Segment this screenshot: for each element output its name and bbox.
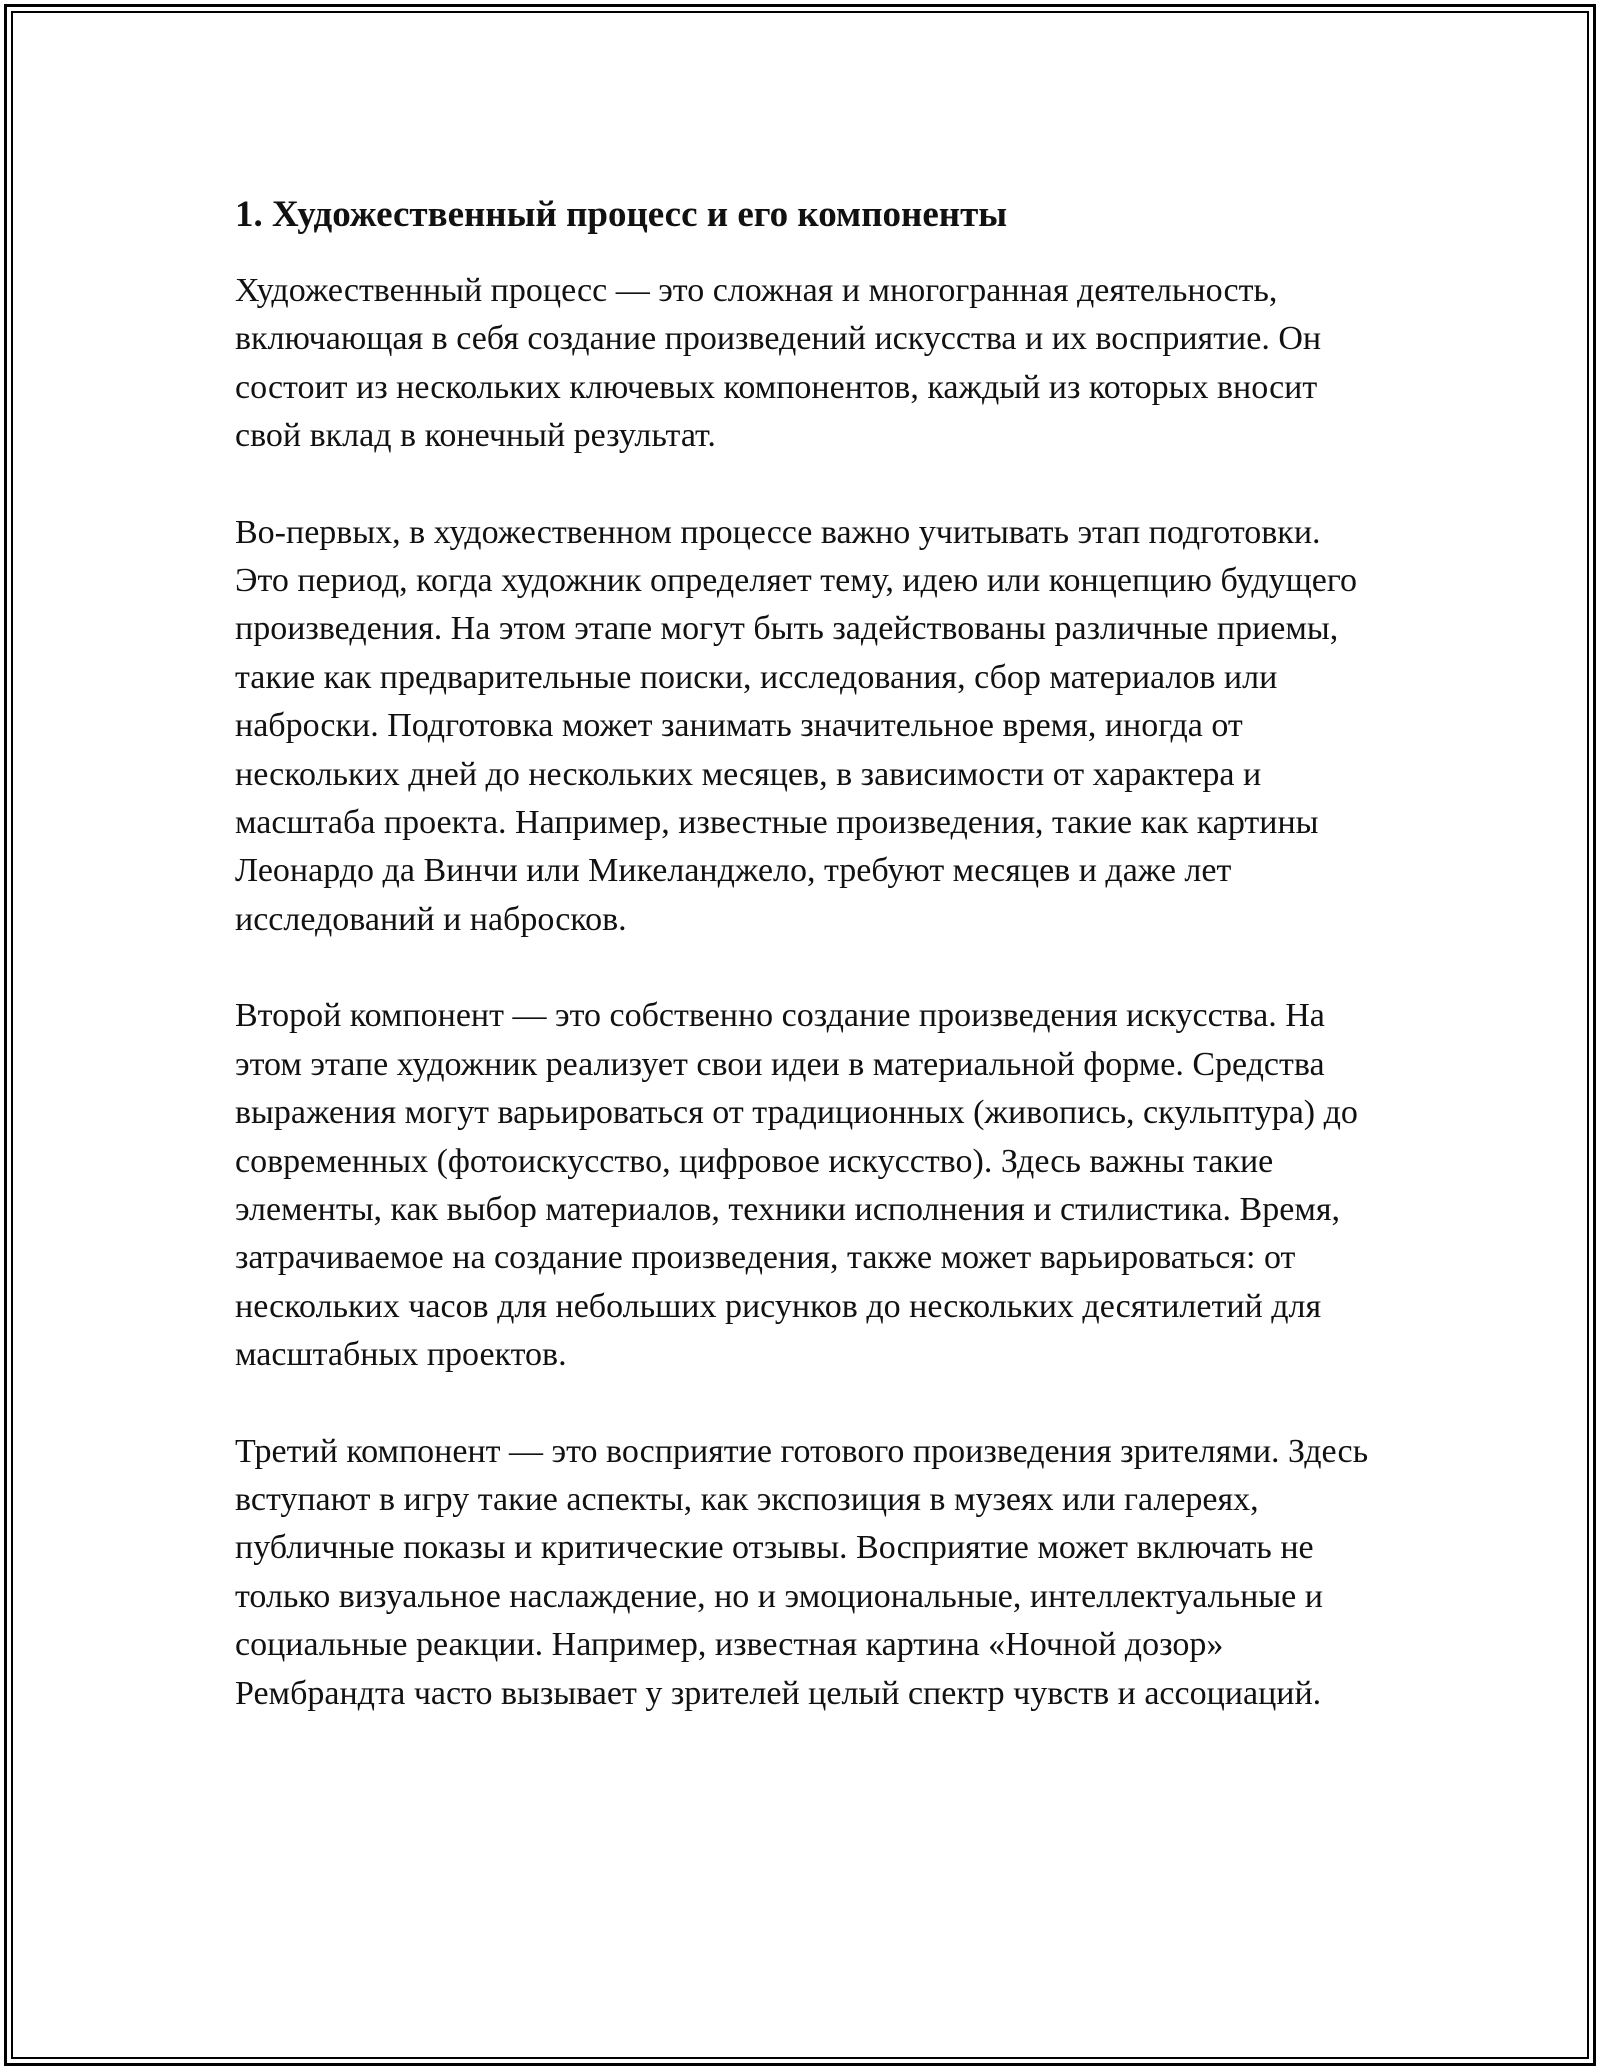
- paragraph-intro: Художественный процесс — это сложная и многогранная деятельность, включающая в себя создание произведений искусства и их восприятие. Он состоит из нескольких ключевых компонентов, каждый из которых вносит свой вклад в конечный результат.: [235, 272, 1322, 455]
- paragraph-perception: Третий компонент — это восприятие готового произведения зрителями. Здесь вступают в игру такие аспекты, как экспозиция в музеях или галереях, публичные показы и критические отзывы. Восприятие может включать не только визуальное наслаждение, но и эмоциональные, интеллектуальные и социальные реакции. Например, известная картина «Ночной дозор» Рембрандта часто вызывает у зрителей целый спектр чувств и ассоциаций.: [235, 1432, 1369, 1712]
- paragraph-creation: Второй компонент — это собственно создание произведения искусства. На этом этапе художник реализует свои идеи в материальной форме. Средства выражения могут варьироваться от традиционных (живопись, скульптура) до современных (фотоискусство, цифровое искусство). Здесь важны такие элементы, как выбор материалов, техники исполнения и стилистика. Время, затрачиваемое на создание произведения, также может варьироваться: от нескольких часов для небольших рисунков до нескольких десятилетий для масштабных проектов.: [235, 997, 1358, 1374]
- paragraph-preparation: Во-первых, в художественном процессе важно учитывать этап подготовки. Это период, когда художник определяет тему, идею или концепцию будущего произведения. На этом этапе могут быть задействованы различные приемы, такие как предварительные поиски, исследования, сбор материалов или наброски. Подготовка может занимать значительное время, иногда от нескольких дней до нескольких месяцев, в зависимости от характера и масштаба проекта. Например, известные произведения, такие как картины Леонардо да Винчи или Микеланджело, требуют месяцев и даже лет исследований и набросков.: [235, 513, 1357, 938]
- section-heading: 1. Художественный процесс и его компоненты: [235, 194, 1008, 235]
- document-body: [235, 185, 1375, 1718]
